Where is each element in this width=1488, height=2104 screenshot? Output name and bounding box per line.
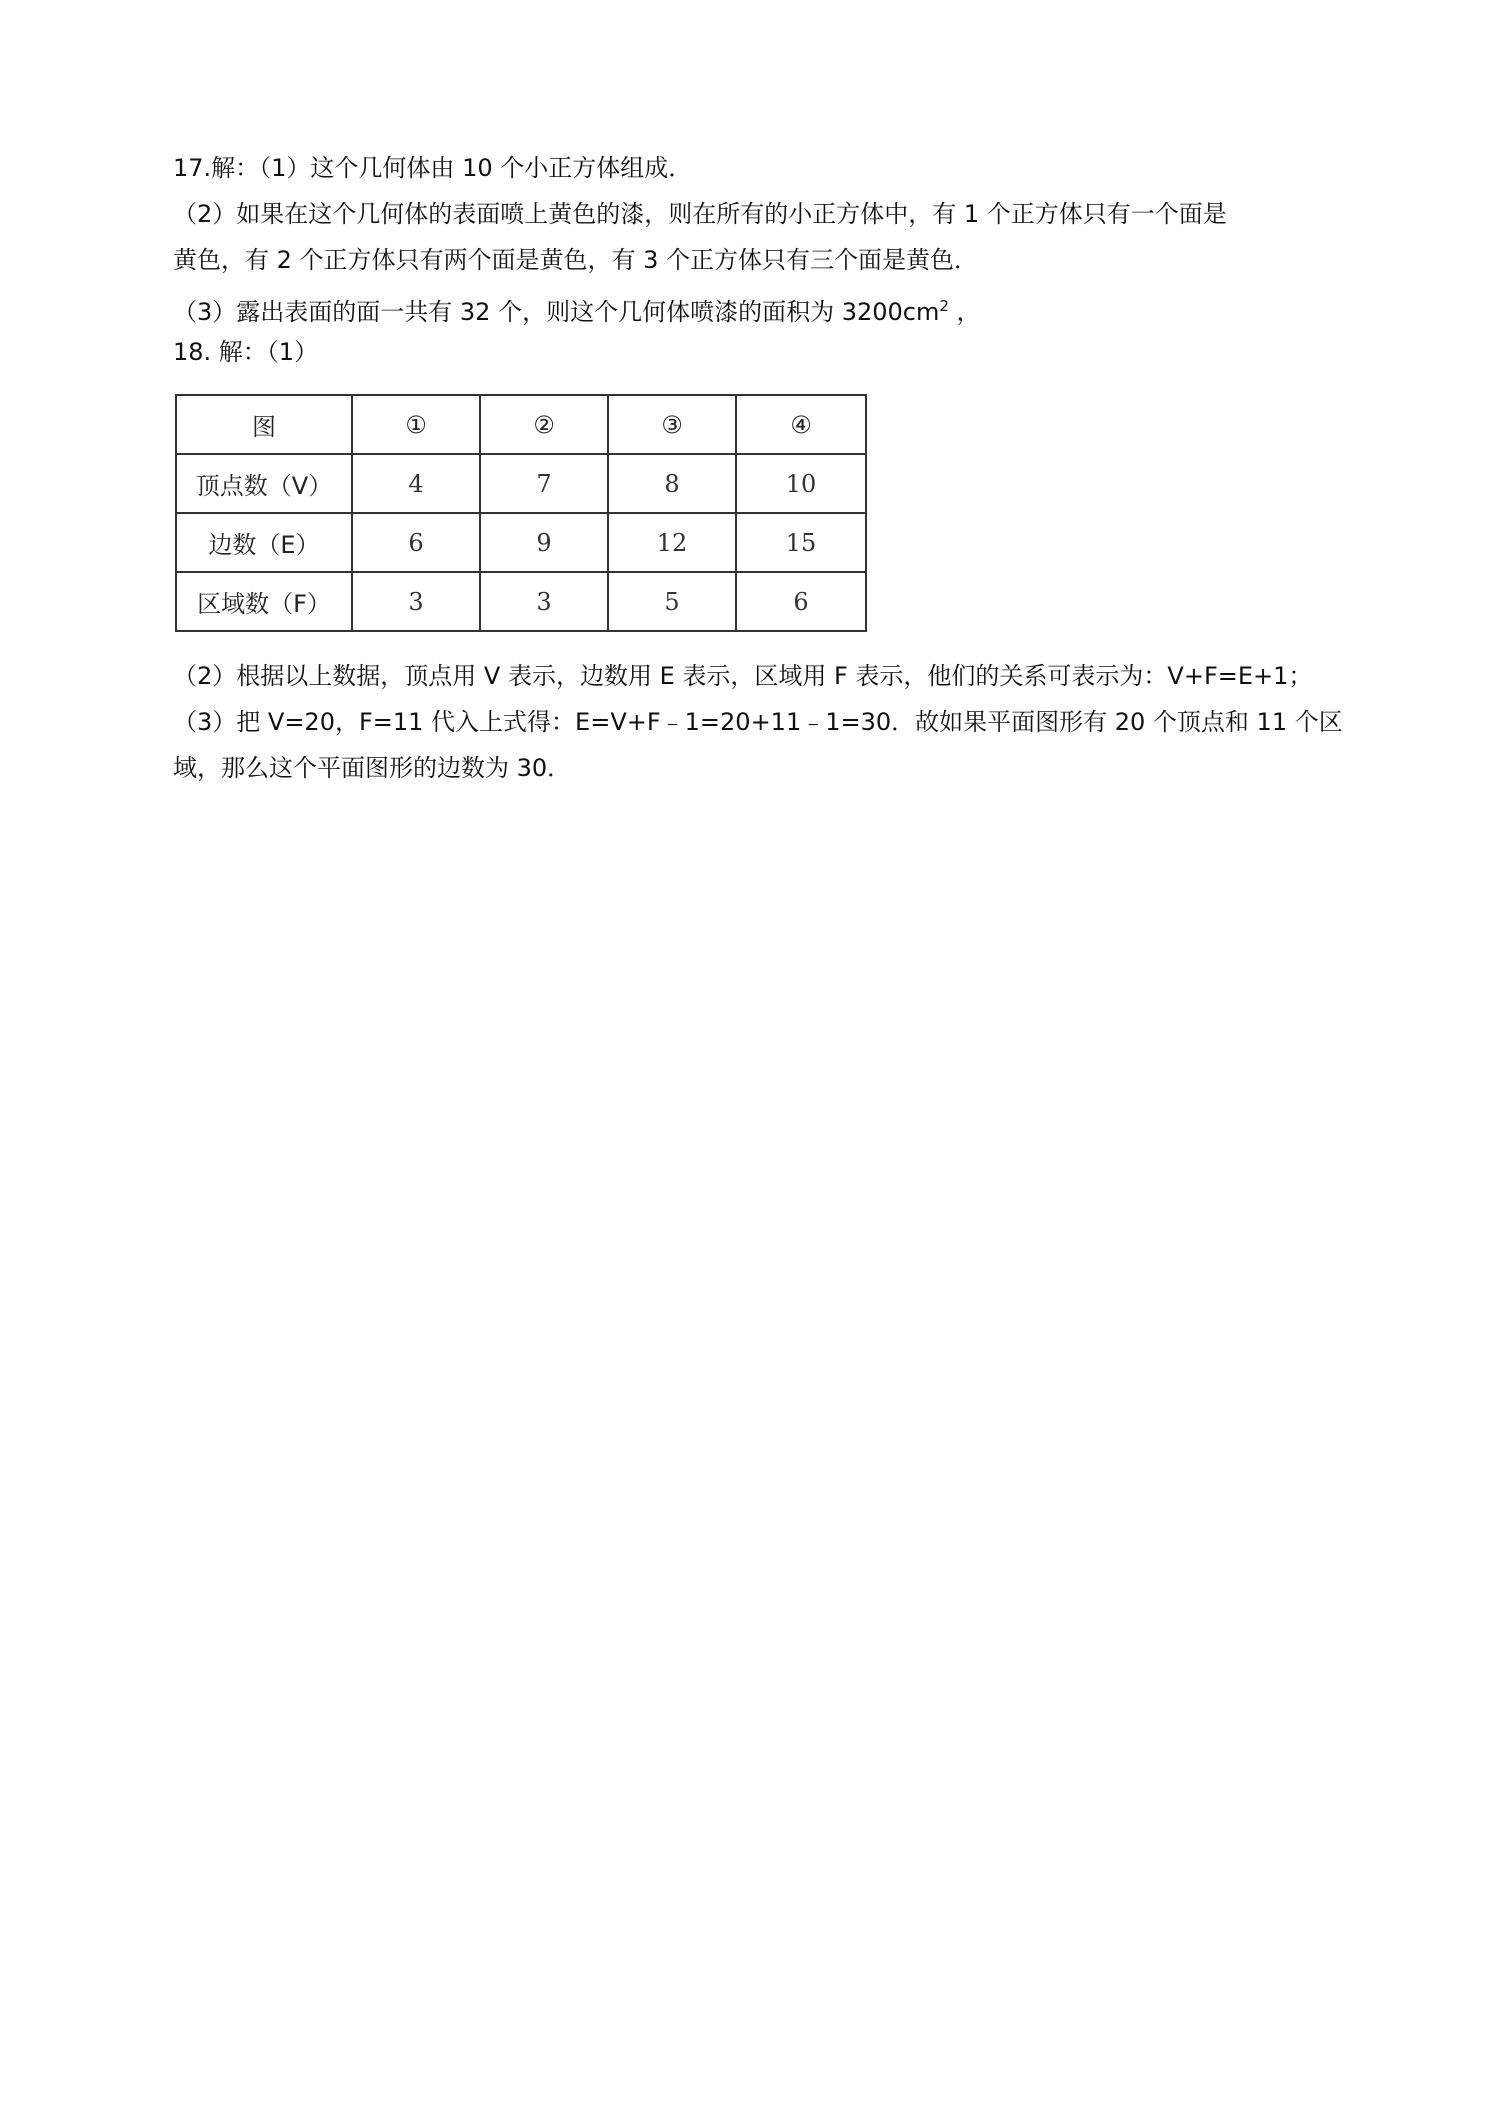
table-row-label: 顶点数（V） — [176, 454, 352, 513]
answer-table — [175, 394, 867, 632]
q17-line-4 — [173, 290, 981, 328]
q18-line-2: （2）根据以上数据，顶点用 V 表示，边数用 E 表示，区域用 F 表示，他们的关系可表示为：V+F=E+1； — [173, 662, 1313, 690]
table-row-label: 区域数（F） — [176, 572, 352, 631]
table-cell: 12 — [608, 513, 736, 572]
table-row — [176, 513, 866, 572]
table-row — [176, 454, 866, 513]
table-cell: 6 — [352, 513, 480, 572]
table-header-cell: 图 — [176, 395, 352, 454]
table-cell: 7 — [480, 454, 608, 513]
q18-line-1: 18. 解：（1） — [173, 338, 319, 366]
table-cell: 4 — [352, 454, 480, 513]
table-header-cell: ② — [480, 395, 608, 454]
table-cell: 5 — [608, 572, 736, 631]
table-cell: 8 — [608, 454, 736, 513]
table-header-cell: ④ — [736, 395, 866, 454]
table-row — [176, 572, 866, 631]
q17-line-4-superscript: 2 — [939, 297, 949, 315]
table-cell: 9 — [480, 513, 608, 572]
table-cell: 15 — [736, 513, 866, 572]
q17-line-4-tail: ， — [948, 298, 981, 326]
table-header-cell: ① — [352, 395, 480, 454]
table-row-label: 边数（E） — [176, 513, 352, 572]
q17-line-3: 黄色，有 2 个正方体只有两个面是黄色，有 3 个正方体只有三个面是黄色． — [173, 246, 979, 274]
table-cell: 10 — [736, 454, 866, 513]
table-cell: 6 — [736, 572, 866, 631]
table-header-row — [176, 395, 866, 454]
table-header-cell: ③ — [608, 395, 736, 454]
q17-line-4-text: （3）露出表面的面一共有 32 个，则这个几何体喷漆的面积为 3200cm — [173, 298, 940, 326]
table-cell: 3 — [352, 572, 480, 631]
q17-line-1: 17.解：（1）这个几何体由 10 个小正方体组成． — [173, 154, 693, 182]
table-cell: 3 — [480, 572, 608, 631]
q18-line-3: （3）把 V=20，F=11 代入上式得：E=V+F﹣1=20+11﹣1=30．故如果平面图形有 20 个顶点和 11 个区 — [173, 708, 1343, 736]
q17-line-2: （2）如果在这个几何体的表面喷上黄色的漆，则在所有的小正方体中，有 1 个正方体只有一个面是 — [173, 200, 1227, 228]
q18-line-4: 域，那么这个平面图形的边数为 30． — [173, 754, 572, 782]
